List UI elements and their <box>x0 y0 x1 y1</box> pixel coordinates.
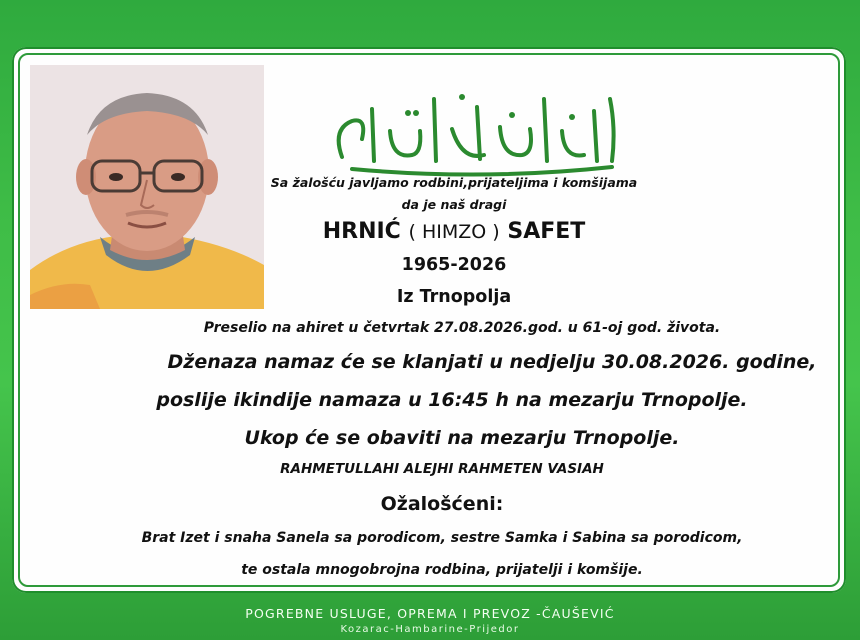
first-name: SAFET <box>507 219 586 244</box>
portrait-photo <box>30 65 264 309</box>
footer-company: POGREBNE USLUGE, OPREMA I PREVOZ -ČAUŠEVIĆ <box>245 606 615 621</box>
mourners-line-1: Brat Izet i snaha Sanela sa porodicom, sestre Samka i Sabina sa porodicom, <box>141 530 743 546</box>
blessing: RAHMETULLAHI ALEJHI RAHMETEN VASIAH <box>280 461 604 477</box>
footer-location: Kozarac-Hambarine-Prijedor <box>340 624 520 635</box>
intro-line-2: da je naš dragi <box>401 197 507 212</box>
arabic-calligraphy-logo <box>312 69 642 179</box>
intro-line: Sa žalošću javljamo rodbini,prijateljima i komšijama <box>270 175 638 190</box>
mourners-line-2: te ostala mnogobrojna rodbina, prijatelji i komšije. <box>241 562 643 578</box>
life-years: 1965-2026 <box>401 255 507 275</box>
nickname: ( HIMZO ) <box>408 221 500 243</box>
surname: HRNIĆ <box>322 219 401 244</box>
mourners-heading: Ožalošćeni: <box>380 493 504 515</box>
origin: Iz Trnopolja <box>396 287 512 307</box>
obituary-card <box>12 47 846 593</box>
burial-notice: Ukop će se obaviti na mezarju Trnopolje. <box>244 427 680 449</box>
passing-notice: Preselio na ahiret u četvrtak 27.08.2026.god. u 61-oj god. života. <box>203 320 721 336</box>
deceased-name <box>244 219 664 244</box>
funeral-time-place: poslije ikindije namaza u 16:45 h na mezarju Trnopolje. <box>156 389 748 411</box>
funeral-prayer: Dženaza namaz će se klanjati u nedjelju 30.08.2026. godine, <box>167 351 817 373</box>
